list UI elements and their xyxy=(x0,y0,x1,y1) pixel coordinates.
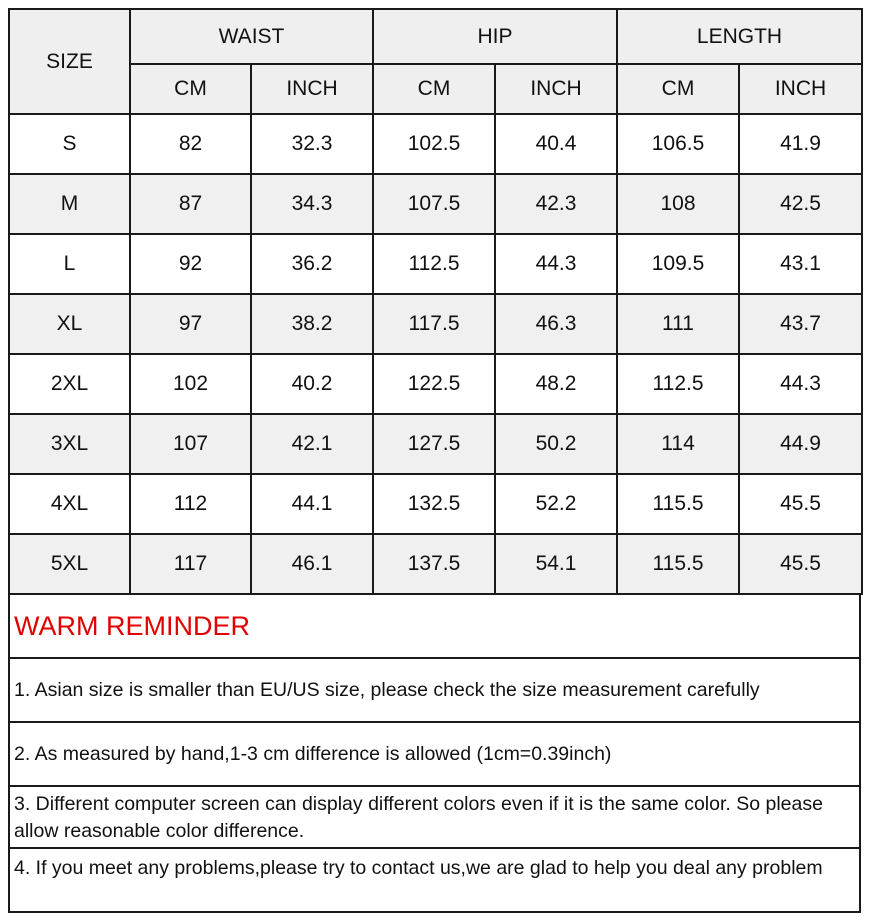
measurement-cell: 117 xyxy=(130,534,251,594)
hip-header: HIP xyxy=(373,9,617,64)
measurement-cell: 32.3 xyxy=(251,114,373,174)
measurement-cell: 92 xyxy=(130,234,251,294)
unit-header: INCH xyxy=(739,64,862,114)
measurement-cell: 45.5 xyxy=(739,534,862,594)
measurement-cell: 115.5 xyxy=(617,474,739,534)
measurement-cell: 34.3 xyxy=(251,174,373,234)
table-row xyxy=(9,354,862,414)
table-row xyxy=(9,534,862,594)
measurement-cell: 45.5 xyxy=(739,474,862,534)
table-row xyxy=(9,174,862,234)
group-header-row xyxy=(9,9,862,64)
measurement-cell: 122.5 xyxy=(373,354,495,414)
measurement-cell: 82 xyxy=(130,114,251,174)
size-column-header: SIZE xyxy=(9,9,130,114)
measurement-cell: 44.3 xyxy=(739,354,862,414)
measurement-cell: 112.5 xyxy=(373,234,495,294)
measurement-cell: 111 xyxy=(617,294,739,354)
measurement-cell: 87 xyxy=(130,174,251,234)
size-label-cell: 5XL xyxy=(9,534,130,594)
reminder-note: 4. If you meet any problems,please try to contact us,we are glad to help you deal any problem xyxy=(10,849,859,913)
reminder-note: 1. Asian size is smaller than EU/US size, please check the size measurement carefully xyxy=(10,659,859,723)
size-label-cell: L xyxy=(9,234,130,294)
warm-reminder-title: WARM REMINDER xyxy=(10,595,859,659)
measurement-cell: 137.5 xyxy=(373,534,495,594)
measurement-cell: 38.2 xyxy=(251,294,373,354)
measurement-cell: 40.2 xyxy=(251,354,373,414)
table-row xyxy=(9,414,862,474)
measurement-cell: 106.5 xyxy=(617,114,739,174)
measurement-cell: 46.1 xyxy=(251,534,373,594)
measurement-cell: 42.3 xyxy=(495,174,617,234)
unit-header: CM xyxy=(373,64,495,114)
size-table-body xyxy=(9,114,862,594)
measurement-cell: 102 xyxy=(130,354,251,414)
unit-header-row xyxy=(9,64,862,114)
unit-header: INCH xyxy=(495,64,617,114)
measurement-cell: 36.2 xyxy=(251,234,373,294)
measurement-cell: 46.3 xyxy=(495,294,617,354)
measurement-cell: 50.2 xyxy=(495,414,617,474)
measurement-cell: 117.5 xyxy=(373,294,495,354)
table-row xyxy=(9,474,862,534)
measurement-cell: 108 xyxy=(617,174,739,234)
measurement-cell: 52.2 xyxy=(495,474,617,534)
measurement-cell: 112 xyxy=(130,474,251,534)
size-label-cell: M xyxy=(9,174,130,234)
measurement-cell: 44.1 xyxy=(251,474,373,534)
unit-header: CM xyxy=(617,64,739,114)
measurement-cell: 109.5 xyxy=(617,234,739,294)
measurement-cell: 44.9 xyxy=(739,414,862,474)
measurement-cell: 54.1 xyxy=(495,534,617,594)
size-label-cell: S xyxy=(9,114,130,174)
reminder-note: 3. Different computer screen can display different colors even if it is the same color. So please allow reasonable color difference. xyxy=(10,787,859,849)
measurement-cell: 115.5 xyxy=(617,534,739,594)
reminder-note: 2. As measured by hand,1-3 cm difference is allowed (1cm=0.39inch) xyxy=(10,723,859,787)
size-table xyxy=(8,8,863,595)
size-label-cell: XL xyxy=(9,294,130,354)
length-header: LENGTH xyxy=(617,9,862,64)
measurement-cell: 42.1 xyxy=(251,414,373,474)
measurement-cell: 42.5 xyxy=(739,174,862,234)
measurement-cell: 107.5 xyxy=(373,174,495,234)
measurement-cell: 41.9 xyxy=(739,114,862,174)
measurement-cell: 102.5 xyxy=(373,114,495,174)
measurement-cell: 127.5 xyxy=(373,414,495,474)
measurement-cell: 43.1 xyxy=(739,234,862,294)
unit-header: INCH xyxy=(251,64,373,114)
measurement-cell: 97 xyxy=(130,294,251,354)
size-label-cell: 2XL xyxy=(9,354,130,414)
warm-reminder xyxy=(8,595,861,913)
measurement-cell: 107 xyxy=(130,414,251,474)
measurement-cell: 40.4 xyxy=(495,114,617,174)
size-label-cell: 4XL xyxy=(9,474,130,534)
table-row xyxy=(9,294,862,354)
measurement-cell: 112.5 xyxy=(617,354,739,414)
measurement-cell: 114 xyxy=(617,414,739,474)
size-chart xyxy=(8,8,861,913)
measurement-cell: 43.7 xyxy=(739,294,862,354)
table-row xyxy=(9,234,862,294)
measurement-cell: 44.3 xyxy=(495,234,617,294)
measurement-cell: 48.2 xyxy=(495,354,617,414)
size-label-cell: 3XL xyxy=(9,414,130,474)
table-row xyxy=(9,114,862,174)
measurement-cell: 132.5 xyxy=(373,474,495,534)
waist-header: WAIST xyxy=(130,9,373,64)
unit-header: CM xyxy=(130,64,251,114)
